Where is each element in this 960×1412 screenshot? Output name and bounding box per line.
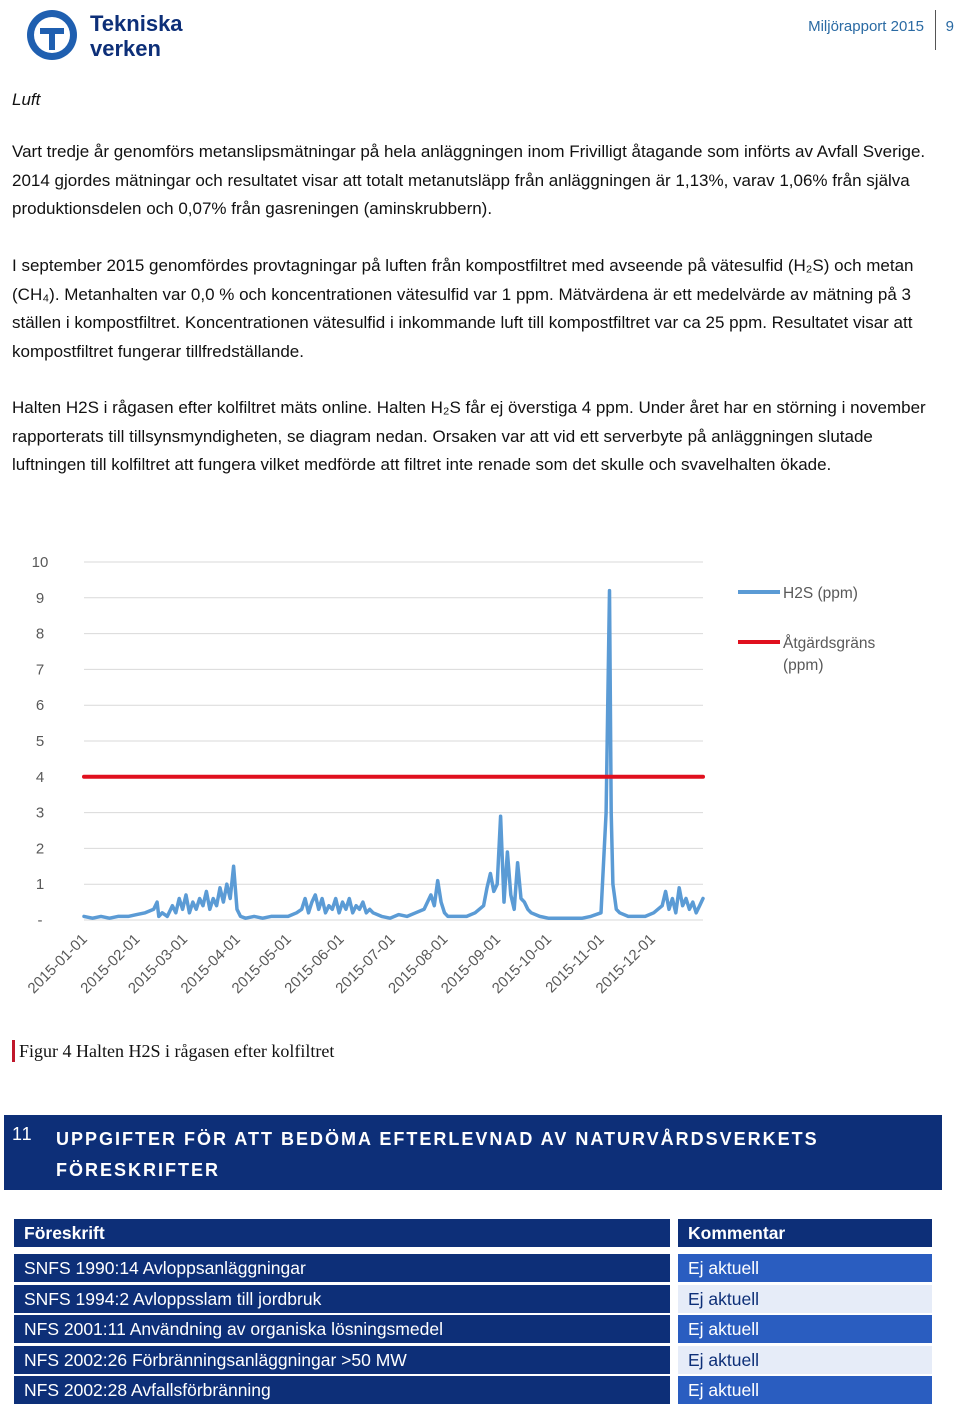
logo-mark-icon — [22, 6, 202, 64]
y-tick-label: 10 — [31, 554, 49, 571]
x-tick-label: 2015-08-01 — [385, 930, 452, 998]
table-row — [14, 1285, 932, 1313]
table-row — [14, 1315, 932, 1343]
section-heading: Luft — [12, 90, 41, 109]
y-tick-label: - — [37, 912, 43, 929]
y-tick-label: 4 — [35, 768, 45, 786]
header-divider — [935, 10, 936, 50]
company-logo — [22, 6, 202, 64]
table-cell-comment: Ej aktuell — [678, 1254, 932, 1282]
report-title: Miljörapport 2015 — [808, 18, 924, 35]
table-header-row — [14, 1219, 932, 1247]
x-tick-label: 2015-02-01 — [77, 930, 144, 998]
y-tick-label: 9 — [35, 589, 45, 607]
logo-text-line1: Tekniska — [90, 11, 183, 36]
y-axis-ticks — [32, 554, 49, 929]
y-tick-label: 3 — [35, 804, 45, 822]
x-tick-label: 2015-04-01 — [177, 930, 244, 998]
x-tick-label: 2015-11-01 — [542, 930, 608, 997]
table-cell-regulation: SNFS 1994:2 Avloppsslam till jordbruk — [14, 1285, 670, 1313]
logo-text-line2: verken — [90, 36, 161, 61]
paragraph-compost-filter: I september 2015 genomfördes provtagningar på luften från kompostfiltret med avseende på vätesulfid (H₂S) och metan (CH₄). Metanhalten var 0,0 % och koncentrationen vätesulfid var 1 ppm. Mätvärdena är ett medelvärde av mätning på 3 ställen i kompostfiltret. Koncentrationen vätesulfid i inkommande luft till kompostfiltret var ca 25 ppm. Resultatet visar att kompostfiltret fungerar tillfredställande. — [12, 256, 914, 361]
x-tick-label: 2015-03-01 — [124, 930, 192, 998]
chart-legend — [738, 585, 875, 674]
h2s-line-chart — [0, 540, 960, 1020]
paragraph-methane: Vart tredje år genomförs metanslipsmätningar på hela anläggningen inom Frivilligt åtagande som införts av Avfall Sverige. 2014 gjordes mätningar och resultatet visar att totalt metanutsläpp från anläggningen är 1,13%, varav 1,06% från själva produktionsdelen och 0,07% från gasreningen (aminskrubbern). — [12, 142, 926, 218]
table-cell-comment: Ej aktuell — [678, 1315, 932, 1343]
x-tick-label: 2015-07-01 — [332, 930, 399, 998]
section-banner — [4, 1115, 942, 1190]
y-tick-label: 7 — [35, 661, 45, 679]
chart-series — [84, 591, 703, 919]
header-foreskrift: Föreskrift — [14, 1219, 670, 1247]
header-kommentar: Kommentar — [678, 1219, 932, 1247]
paragraph-h2s-carbon-filter: Halten H2S i rågasen efter kolfiltret mäts online. Halten H₂S får ej överstiga 4 ppm. Under året har en störning i november rapporterats till tillsynsmyndigheten, se diagram nedan. Orsaken var att vid ett serverbyte på anläggningen slutade luftningen till kolfiltret att fungera vilket medförde att filtret inte renade som det skulle och svavelhalten ökade. — [12, 398, 926, 474]
table-cell-comment: Ej aktuell — [678, 1376, 932, 1404]
table-cell-regulation: NFS 2002:26 Förbränningsanläggningar >50 MW — [14, 1346, 670, 1374]
figure-caption: Figur 4 Halten H2S i rågasen efter kolfiltret — [12, 1040, 334, 1062]
y-tick-label: 6 — [35, 697, 45, 715]
section-number: 11 — [12, 1124, 33, 1144]
regulations-table — [14, 1219, 932, 1407]
table-row — [14, 1254, 932, 1282]
section-title: UPPGIFTER FÖR ATT BEDÖMA EFTERLEVNAD AV NATURVÅRDSVERKETS FÖRESKRIFTER — [56, 1129, 819, 1180]
legend-label: H2S (ppm) — [783, 585, 858, 602]
x-tick-label: 2015-09-01 — [437, 930, 505, 998]
legend-label: (ppm) — [783, 657, 824, 674]
x-tick-label: 2015-05-01 — [228, 930, 295, 998]
y-tick-label: 2 — [35, 840, 45, 858]
table-cell-regulation: NFS 2001:11 Användning av organiska lösningsmedel — [14, 1315, 670, 1343]
y-tick-label: 8 — [35, 625, 45, 643]
legend-label: Åtgärdsgräns — [783, 635, 876, 652]
series-line-h2s — [84, 591, 703, 919]
table-row — [14, 1346, 932, 1374]
table-cell-regulation: SNFS 1990:14 Avloppsanläggningar — [14, 1254, 670, 1282]
table-cell-comment: Ej aktuell — [678, 1346, 932, 1374]
table-cell-comment: Ej aktuell — [678, 1285, 932, 1313]
table-row — [14, 1376, 932, 1404]
y-tick-label: 1 — [35, 876, 45, 894]
y-tick-label: 5 — [35, 733, 45, 750]
x-tick-label: 2015-10-01 — [488, 930, 556, 998]
x-tick-label: 2015-01-01 — [24, 930, 91, 998]
x-axis-ticks — [25, 931, 659, 997]
x-tick-label: 2015-12-01 — [592, 930, 659, 998]
x-tick-label: 2015-06-01 — [281, 930, 348, 998]
table-cell-regulation: NFS 2002:28 Avfallsförbränning — [14, 1376, 670, 1404]
page-number: 9 — [945, 18, 954, 35]
